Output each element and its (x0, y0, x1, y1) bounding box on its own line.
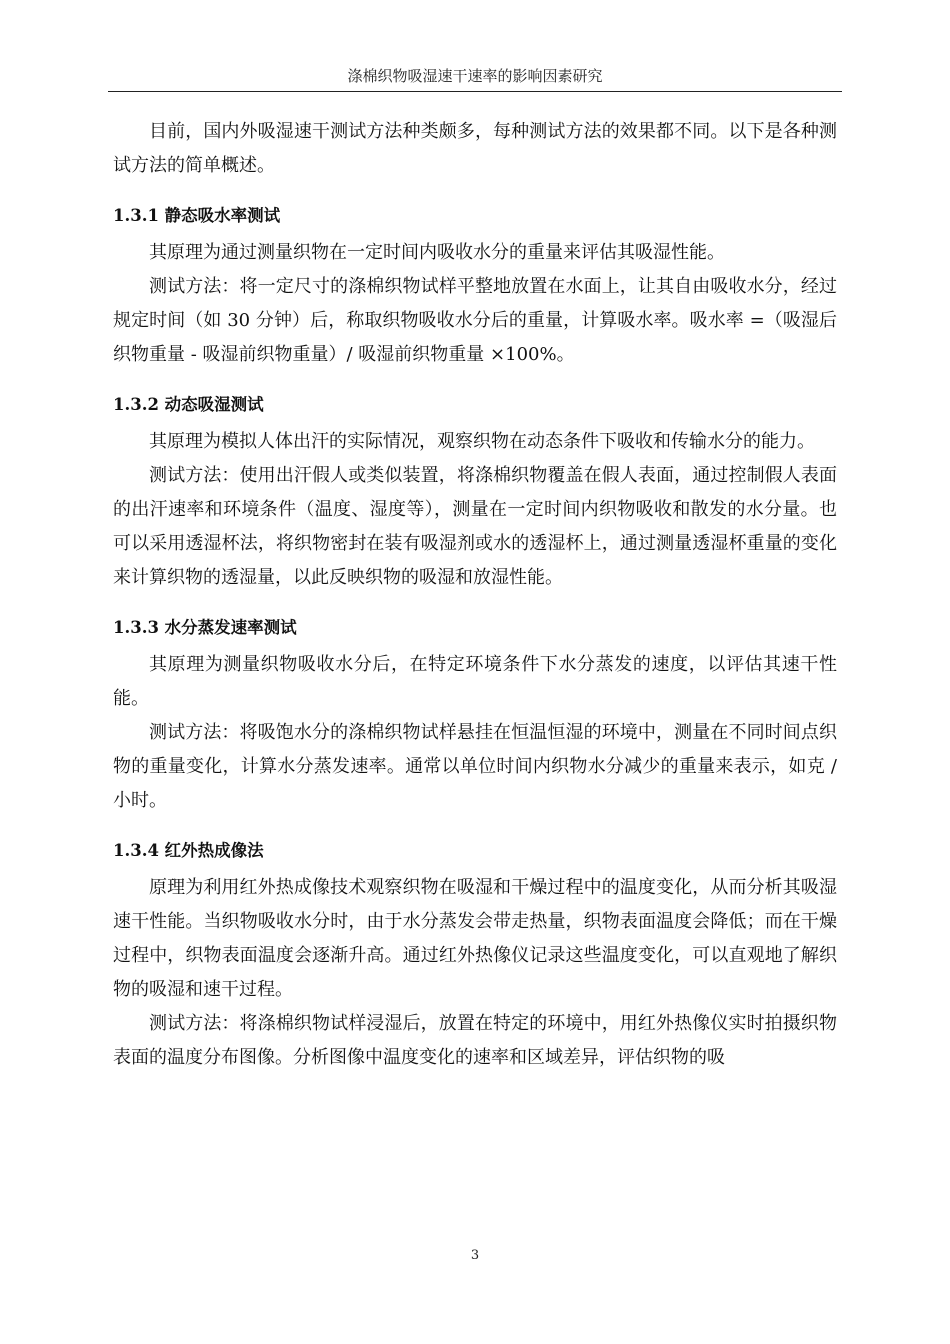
section-principle: 其原理为模拟人体出汗的实际情况，观察织物在动态条件下吸收和传输水分的能力。 (149, 431, 815, 452)
section-method: 测试方法：将涤棉织物试样浸湿后，放置在特定的环境中，用红外热像仪实时拍摄织物表面的温度分布图像。分析图像中温度变化的速率和区域差异，评估织物的吸 (113, 1013, 837, 1068)
section-principle: 原理为利用红外热成像技术观察织物在吸湿和干燥过程中的温度变化，从而分析其吸湿速干性能。当织物吸收水分时，由于水分蒸发会带走热量，织物表面温度会降低；而在干燥过程中，织物表面温度会逐渐升高。通过红外热像仪记录这些温度变化，可以直观地了解织物的吸湿和速干过程。 (113, 877, 837, 1000)
section-heading: 1.3.2 动态吸湿测试 (113, 395, 264, 414)
document-body (113, 115, 837, 1075)
page-number: 3 (470, 1248, 480, 1263)
section-heading: 1.3.1 静态吸水率测试 (113, 206, 281, 225)
section-method: 测试方法：使用出汗假人或类似装置，将涤棉织物覆盖在假人表面，通过控制假人表面的出汗速率和环境条件（温度、湿度等），测量在一定时间内织物吸收和散发的水分量。也可以采用透湿杯法，将织物密封在装有吸湿剂或水的透湿杯上，通过测量透湿杯重量的变化来计算织物的透湿量，以此反映织物的吸湿和放湿性能。 (113, 465, 837, 588)
section-heading: 1.3.3 水分蒸发速率测试 (113, 618, 297, 637)
header-rule (108, 91, 842, 92)
section-principle: 其原理为通过测量织物在一定时间内吸收水分的重量来评估其吸湿性能。 (149, 242, 725, 263)
section-method: 测试方法：将一定尺寸的涤棉织物试样平整地放置在水面上，让其自由吸收水分，经过规定时间（如 30 分钟）后，称取织物吸收水分后的重量，计算吸水率。吸水率 =（吸湿后织物重量 - 吸湿前织物重量）/ 吸湿前织物重量 ×100%。 (113, 276, 837, 365)
section-heading: 1.3.4 红外热成像法 (113, 841, 264, 860)
running-header: 涤棉织物吸湿速干速率的影响因素研究 (347, 67, 603, 85)
intro-paragraph: 目前，国内外吸湿速干测试方法种类颇多，每种测试方法的效果都不同。以下是各种测试方法的简单概述。 (113, 121, 837, 176)
section-principle: 其原理为测量织物吸收水分后，在特定环境条件下水分蒸发的速度，以评估其速干性能。 (113, 654, 837, 709)
section-method: 测试方法：将吸饱水分的涤棉织物试样悬挂在恒温恒湿的环境中，测量在不同时间点织物的重量变化，计算水分蒸发速率。通常以单位时间内织物水分减少的重量来表示，如克 / 小时。 (113, 722, 837, 811)
